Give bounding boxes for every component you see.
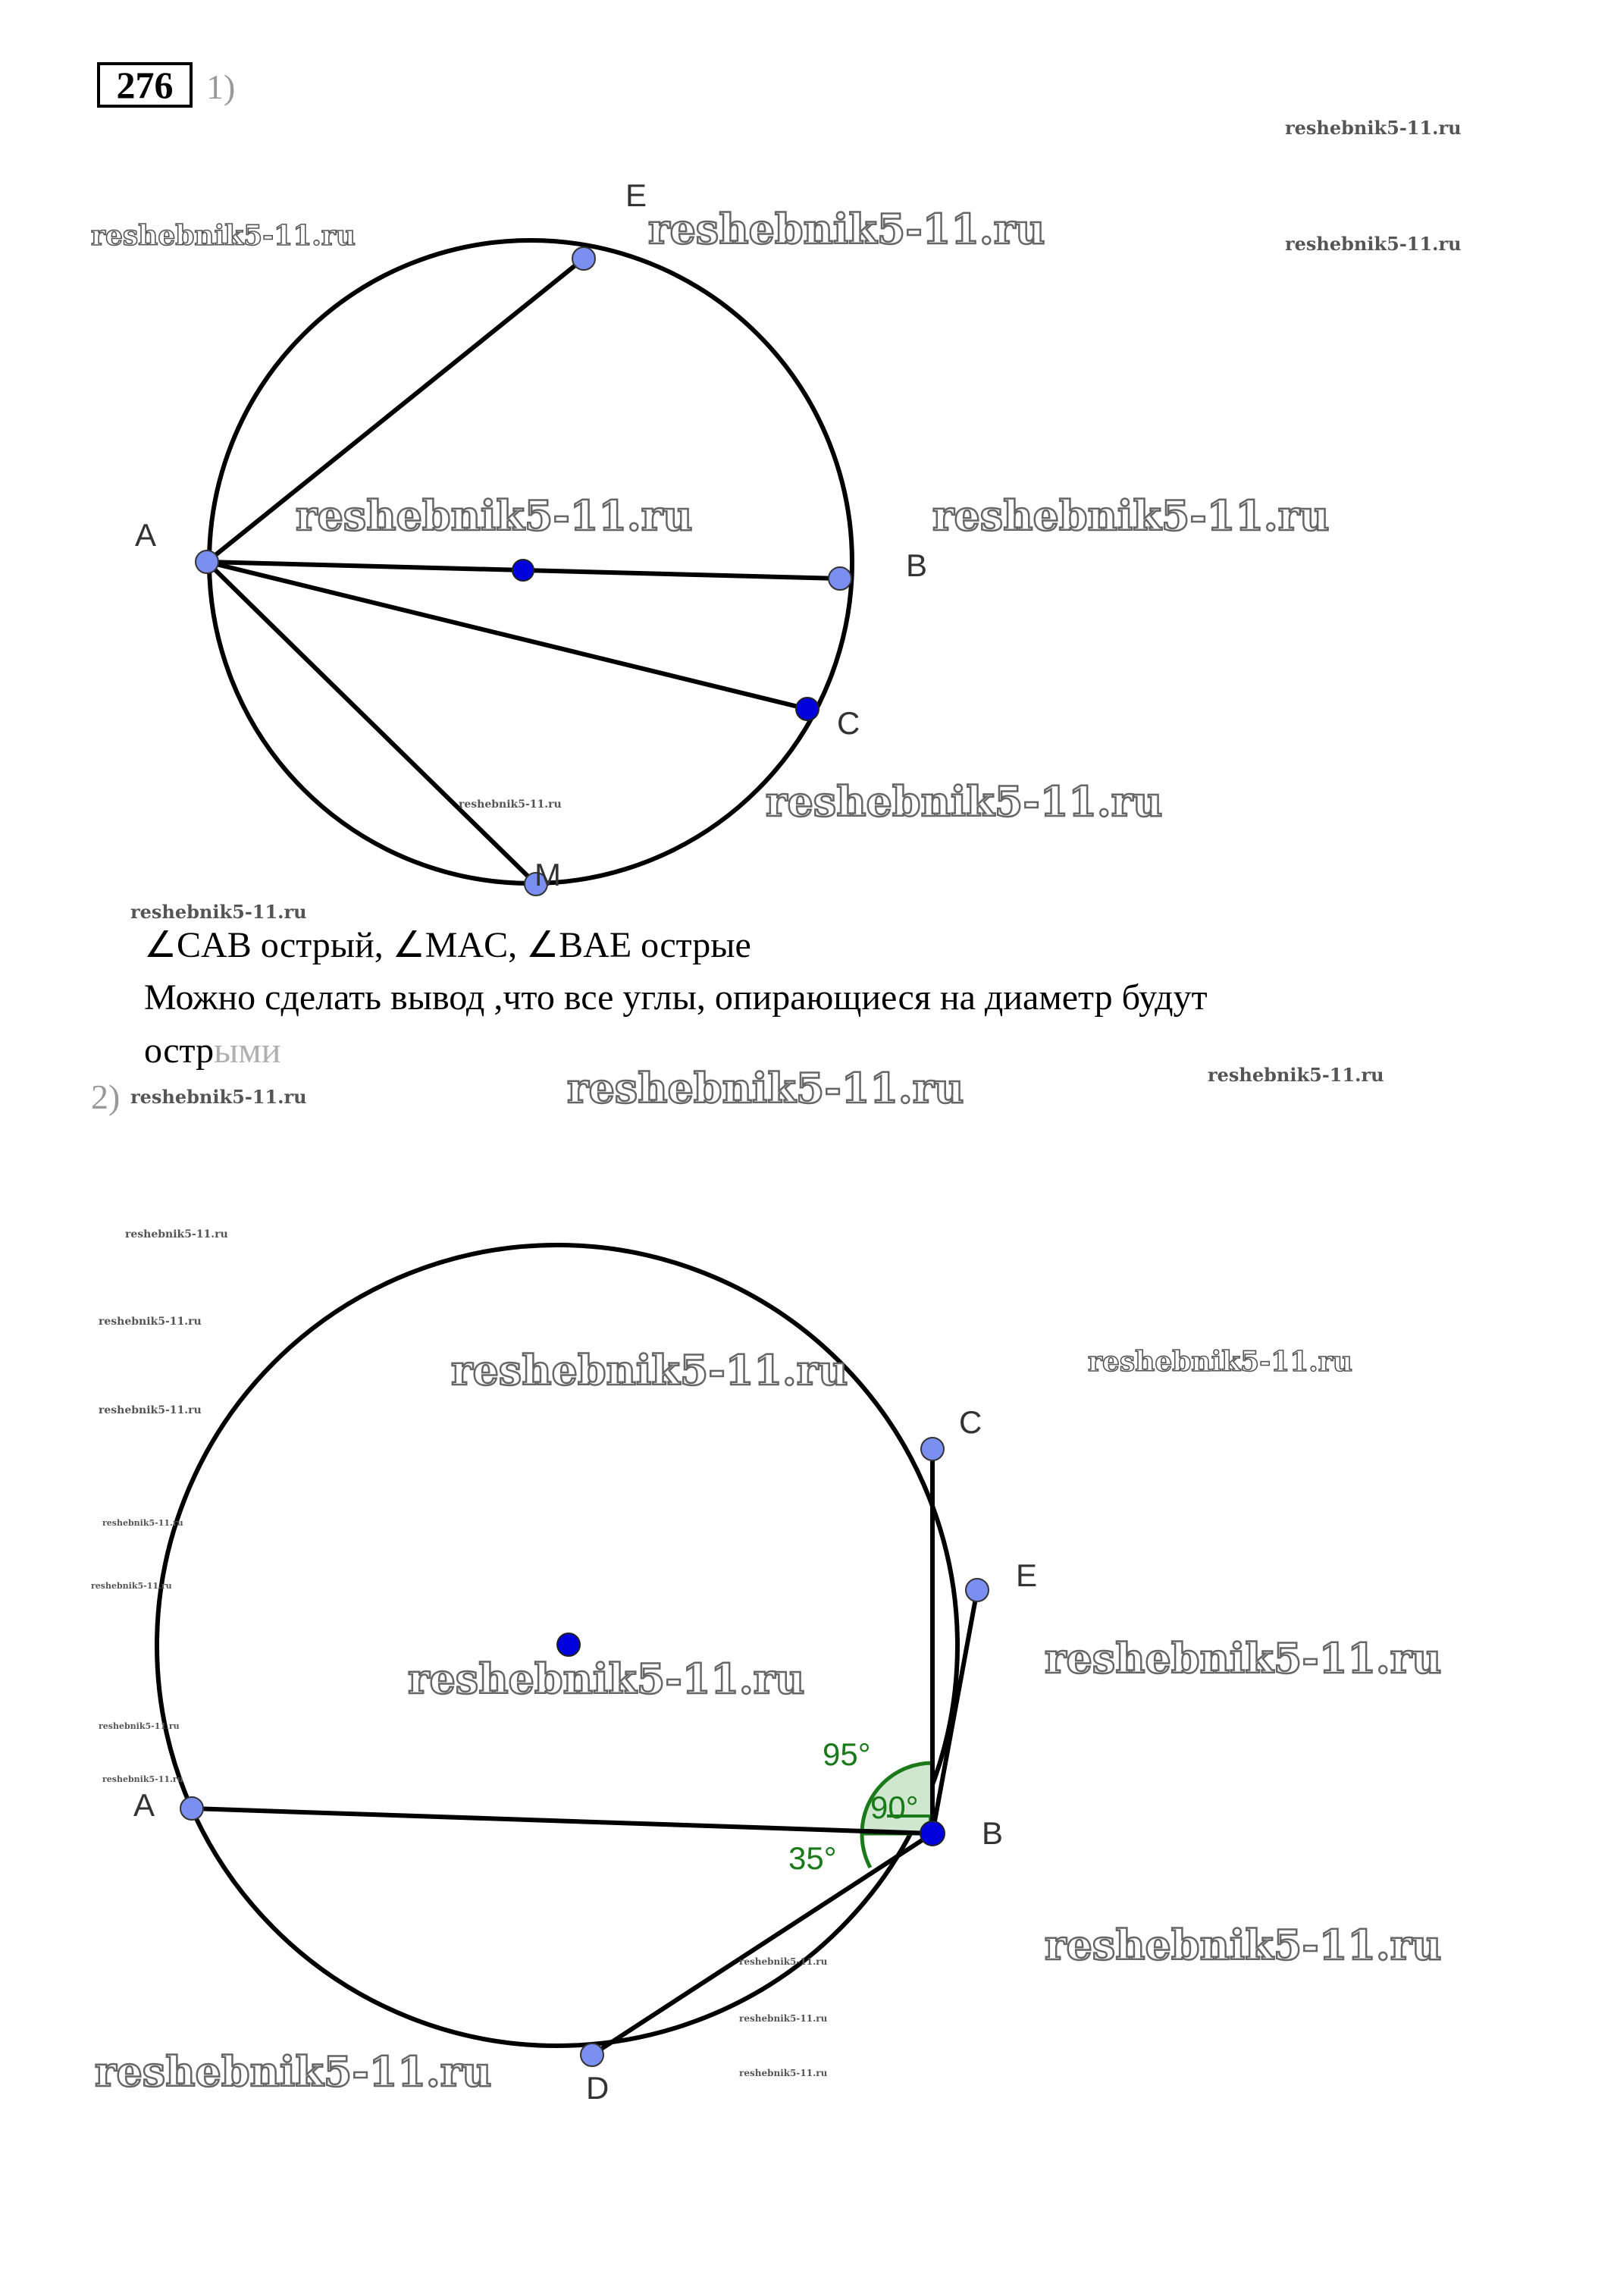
label-B: B bbox=[906, 547, 928, 583]
watermark: reshebnik5-11.ru bbox=[1045, 1921, 1442, 1969]
label-E2: E bbox=[1016, 1557, 1038, 1593]
watermark: reshebnik5-11.ru bbox=[739, 2068, 828, 2078]
watermark: reshebnik5-11.ru bbox=[1045, 1634, 1442, 1683]
watermark: reshebnik5-11.ru bbox=[932, 491, 1330, 540]
watermark: reshebnik5-11.ru bbox=[99, 1404, 202, 1416]
point-B bbox=[829, 567, 851, 590]
watermark: reshebnik5-11.ru bbox=[766, 777, 1163, 826]
label-A: A bbox=[135, 517, 157, 553]
angle-label-90: 90° bbox=[870, 1789, 919, 1825]
point-E2 bbox=[966, 1579, 989, 1601]
watermark: reshebnik5-11.ru bbox=[95, 2047, 492, 2096]
text-line-3-faded: ыми bbox=[214, 1030, 281, 1071]
label-E: E bbox=[625, 177, 647, 213]
watermark: reshebnik5-11.ru bbox=[1088, 1346, 1352, 1378]
watermark: reshebnik5-11.ru bbox=[567, 1064, 964, 1112]
chord-AC bbox=[207, 562, 807, 709]
text-line-2: Можно сделать вывод ,что все углы, опирающиеся на диаметр будут bbox=[144, 977, 1208, 1018]
angle-arc-lower bbox=[862, 1833, 870, 1868]
watermark: reshebnik5-11.ru bbox=[296, 491, 693, 540]
point-E bbox=[572, 247, 595, 270]
chord-AB bbox=[192, 1808, 932, 1833]
watermark: reshebnik5-11.ru bbox=[648, 205, 1045, 253]
watermark: reshebnik5-11.ru bbox=[408, 1655, 805, 1703]
point-A bbox=[196, 550, 218, 573]
watermark: reshebnik5-11.ru bbox=[102, 1774, 183, 1784]
watermark: reshebnik5-11.ru bbox=[459, 798, 562, 811]
angle-label-95: 95° bbox=[823, 1736, 871, 1772]
watermark: reshebnik5-11.ru bbox=[91, 1581, 172, 1591]
watermark: reshebnik5-11.ru bbox=[1208, 1064, 1384, 1086]
watermark: reshebnik5-11.ru bbox=[91, 220, 356, 252]
watermark: reshebnik5-11.ru bbox=[739, 2013, 828, 2024]
part2-label: 2) bbox=[91, 1077, 121, 1116]
text-line-3 bbox=[144, 1030, 280, 1071]
text-line-1: ∠CAB острый, ∠MAC, ∠BAE острые bbox=[144, 925, 751, 965]
label-D2: D bbox=[586, 2070, 610, 2106]
watermark: reshebnik5-11.ru bbox=[1285, 117, 1462, 139]
label-M: M bbox=[534, 857, 561, 892]
chord-AM bbox=[207, 562, 536, 884]
watermark: reshebnik5-11.ru bbox=[125, 1228, 228, 1241]
watermark: reshebnik5-11.ru bbox=[99, 1316, 202, 1328]
point-A2 bbox=[180, 1797, 203, 1820]
label-B2: B bbox=[982, 1815, 1004, 1851]
center-point-2 bbox=[557, 1633, 580, 1656]
point-C2 bbox=[921, 1438, 944, 1460]
watermark: reshebnik5-11.ru bbox=[99, 1721, 180, 1731]
label-C2: C bbox=[959, 1404, 982, 1440]
point-C bbox=[796, 698, 819, 720]
angle-label-35: 35° bbox=[788, 1840, 837, 1876]
label-C: C bbox=[837, 705, 860, 741]
watermark: reshebnik5-11.ru bbox=[739, 1956, 828, 1967]
watermark: reshebnik5-11.ru bbox=[451, 1346, 848, 1394]
label-A2: A bbox=[133, 1787, 155, 1823]
text-line-3-visible: остр bbox=[144, 1030, 215, 1071]
watermark: reshebnik5-11.ru bbox=[130, 1086, 307, 1108]
point-B2 bbox=[920, 1821, 945, 1846]
watermark: reshebnik5-11.ru bbox=[130, 901, 307, 923]
point-D2 bbox=[581, 2044, 603, 2066]
center-point bbox=[512, 560, 534, 581]
part1-label: 1) bbox=[206, 67, 236, 106]
problem-number: 276 bbox=[97, 62, 193, 108]
watermark: reshebnik5-11.ru bbox=[102, 1518, 183, 1528]
watermark: reshebnik5-11.ru bbox=[1285, 233, 1462, 255]
